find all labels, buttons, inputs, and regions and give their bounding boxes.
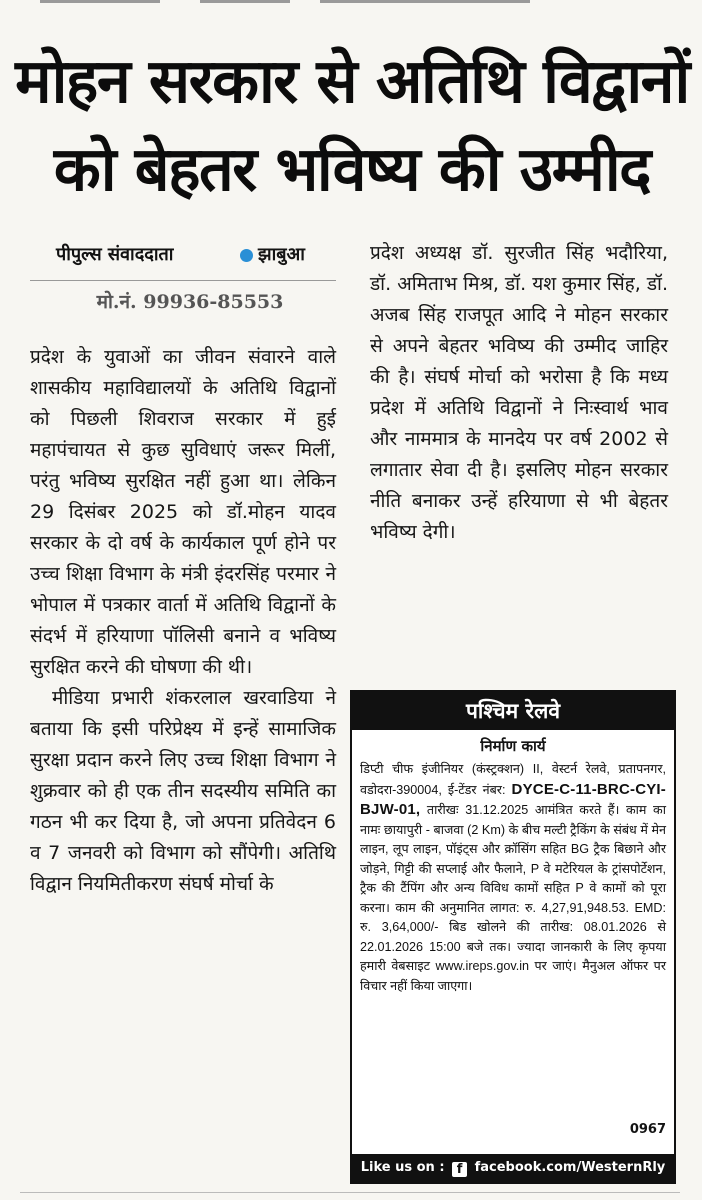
ad-footer bbox=[352, 1154, 674, 1182]
headline bbox=[14, 38, 690, 214]
ad-footer-prefix: Like us on : bbox=[360, 1160, 445, 1175]
byline bbox=[30, 240, 336, 281]
ad-header: पश्चिम रेलवे bbox=[352, 692, 674, 730]
article-column-2 bbox=[370, 238, 668, 548]
byline-location: झाबुआ bbox=[258, 244, 305, 265]
bottom-divider bbox=[20, 1192, 680, 1193]
article-paragraph: प्रदेश अध्यक्ष डॉ. सुरजीत सिंह भदौरिया, डॉ. अमिताभ मिश्र, डॉ. यश कुमार सिंह, डॉ. अजब सिंह राजपूत आदि ने मोहन सरकार से अपने बेहतर भविष्य की उम्मीद जाहिर की है। संघर्ष मोर्चा को भरोसा है कि मध्य प्रदेश में अतिथि विद्वानों ने निःस्वार्थ भाव और नाममात्र के मानदेय पर वर्ष 2002 से लगातार सेवा दी है। इसलिए मोहन सरकार नीति बनाकर उन्हें हरियाणा से भी बेहतर भविष्य देगी। bbox=[370, 242, 668, 543]
ad-tender-number: DYCE-C-11-BRC-CYI-BJW-01, bbox=[360, 780, 666, 818]
article-paragraph: प्रदेश के युवाओं का जीवन संवारने वाले शासकीय महाविद्यालयों के अतिथि विद्वानों को पिछली शिवराज सरकार में हुई महापंचायत से कुछ सुविधाएं जरूर मिलीं, परंतु भविष्य सुरक्षित नहीं हुआ था। लेकिन 29 दिसंबर 2025 को डॉ.मोहन यादव सरकार के दो वर्ष के कार्यकाल पूर्ण होने पर उच्च शिक्षा विभाग के मंत्री इंदरसिंह परमार ने भोपाल में पत्रकार वार्ता में अतिथि विद्वानों के संदर्भ में हरियाणा पॉलिसी बनाने व भविष्य सुरक्षित करने की घोषणा की थी। bbox=[30, 346, 336, 678]
article-paragraph: मीडिया प्रभारी शंकरलाल खरवाडिया ने बताया कि इसी परिप्रेक्ष्य में इन्हें सामाजिक सुरक्षा प्रदान करने लिए उच्च शिक्षा विभाग ने शुक्रवार को ही एक तीन सदस्यीय समिति का गठन भी कर दिया है, जो अपना प्रतिवेदन 6 व 7 जनवरी को विभाग को सौंपेगी। अतिथि विद्वान नियमितीकरण संघर्ष मोर्चा के bbox=[30, 687, 336, 895]
top-cropped-strip bbox=[0, 0, 702, 12]
ad-body-text: डिप्टी चीफ इंजीनियर (कंस्ट्रक्शन) II, वेस्टर्न रेलवे, प्रतापनगर, वडोदरा-390004, ई-टेंडर नंबर: bbox=[360, 762, 666, 797]
headline-line-2: को बेहतर भविष्य की उम्मीद bbox=[53, 134, 651, 205]
ad-body bbox=[360, 760, 666, 996]
headline-line-1: मोहन सरकार से अतिथि विद्वानों bbox=[15, 46, 689, 117]
mobile-number: मो.नं. 99936-85553 bbox=[96, 291, 284, 313]
ad-body-text: तारीखः 31.12.2025 आमंत्रित करते हैं। काम का नामः छायापुरी - बाजवा (2 Km) के बीच मल्टी ट्रैकिंग के संबंध में मेन लाइन, लूप लाइन, पॉइंट्स और क्रॉसिंग सहित BG ट्रैक बिछाने और जोड़ने, गिट्टी की सप्लाई और फैलाने, P वे मटेरियल के ट्रांसपोर्टेशन, ट्रैक की टैंपिंग और अन्य विविध कामों सहित P वे कामों को पूरा करना। काम की अनुमानित लागत: रु. 4,27,91,948.53. EMD: रु. 3,64,000/- बिड खोलने की तारीख: 08.01.2026 से 22.01.2026 15:00 बजे तक। ज्यादा जानकारी के लिए कृपया हमारी वेबसाइट www.ireps.gov.in पर जाएं। मैनुअल ऑफर पर विचार नहीं किया जाएगा। bbox=[360, 803, 666, 993]
facebook-icon: f bbox=[452, 1162, 467, 1177]
railway-tender-ad bbox=[350, 690, 676, 1184]
ad-subheader: निर्माण कार्य bbox=[480, 737, 546, 755]
ad-code: 0967 bbox=[629, 1122, 666, 1137]
ad-footer-link: facebook.com/WesternRly bbox=[474, 1160, 666, 1175]
bullet-dot-icon bbox=[240, 249, 253, 262]
byline-reporter: पीपुल्स संवाददाता bbox=[56, 244, 174, 265]
article-column-1 bbox=[30, 342, 336, 900]
